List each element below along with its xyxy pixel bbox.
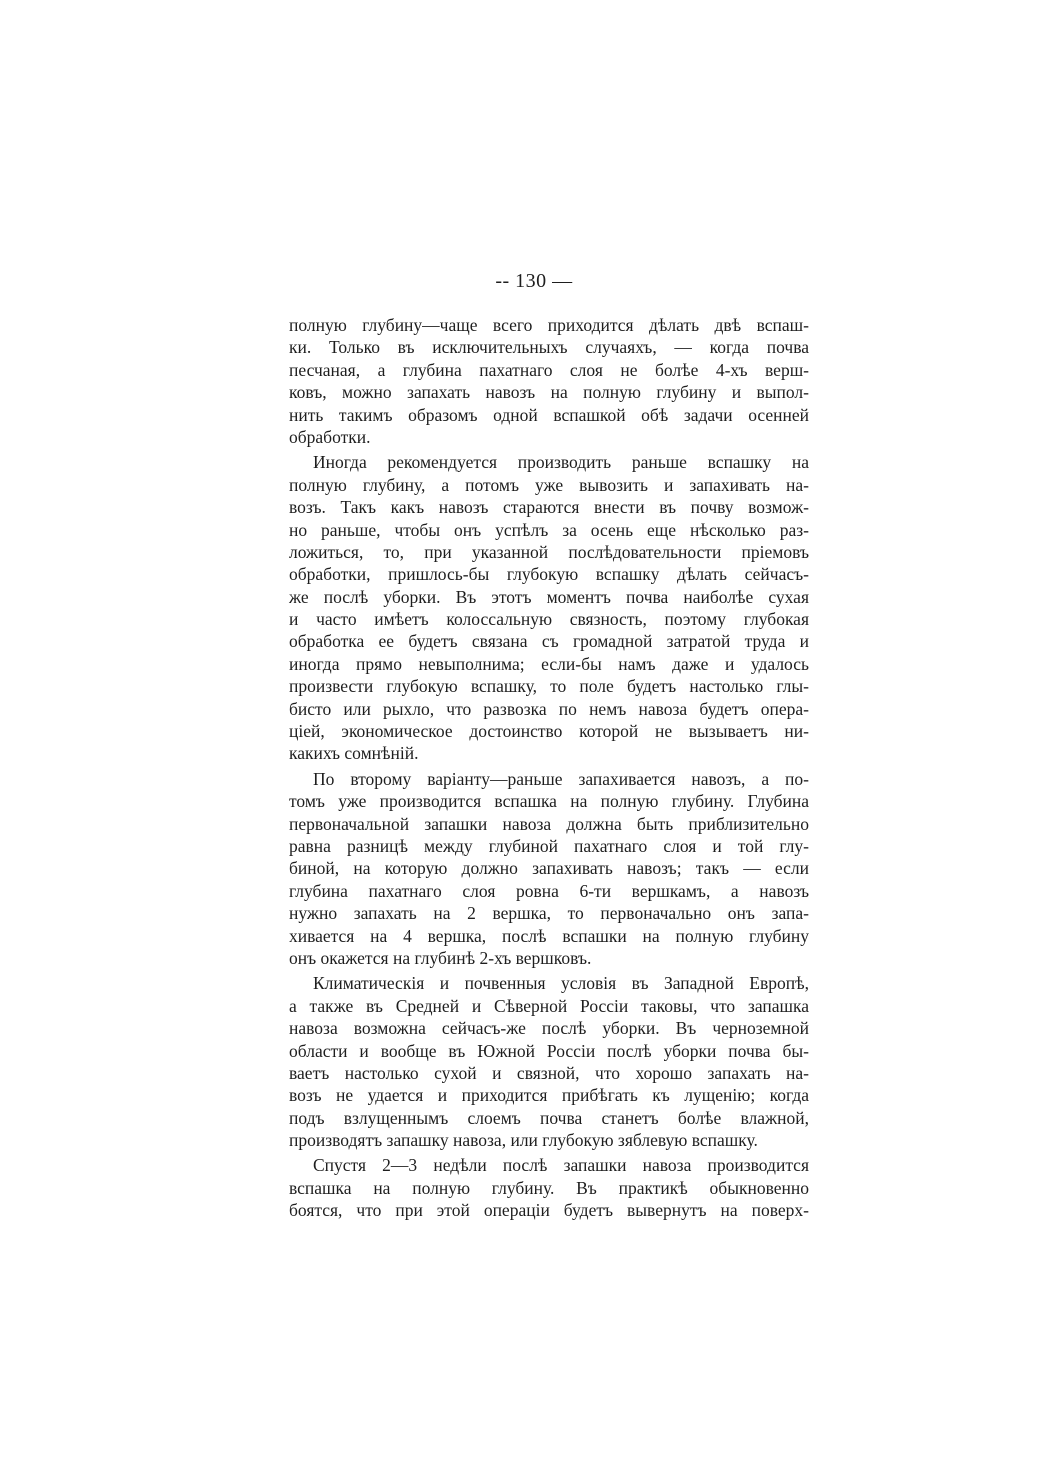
text-line: песчаная, а глубина пахатнаго слоя не болѣе 4-хъ верш- [289,359,809,380]
text-line: ціей, экономическое достоинство которой не вызываетъ ни- [289,721,809,742]
text-line: Спустя 2—3 недѣли послѣ запашки навоза производится [313,1155,809,1176]
text-line: какихъ сомнѣній. [289,743,419,764]
text-line: боятся, что при этой операціи будетъ вывернутъ на поверх- [289,1200,809,1221]
text-line: ковъ, можно запахать навозъ на полную глубину и выпол- [289,382,809,403]
paragraph [289,972,809,1151]
text-line: Иногда рекомендуется производить раньше вспашку на [313,452,809,473]
text-line: По второму варіанту—раньше запахивается навозъ, а по- [313,768,809,789]
text-line: Климатическія и почвенныя условія въ Западной Европѣ, [313,973,809,994]
text-line: области и вообще въ Южной Россіи послѣ уборки почва бы- [289,1040,809,1061]
paragraph [289,1154,809,1221]
text-line: первоначальной запашки навоза должна быть приблизительно [289,813,809,834]
text-line: и часто имѣетъ колоссальную связность, поэтому глубокая [289,609,809,630]
text-line: полную глубину, а потомъ уже вывозить и запахивать на- [289,474,809,495]
text-line: навоза возможна сейчасъ-же послѣ уборки. Въ черноземной [289,1018,809,1039]
text-line: возъ. Такъ какъ навозъ стараются внести въ почву возмож- [289,497,809,518]
text-line: нить такимъ образомъ одной вспашкой обѣ задачи осенней [289,404,809,425]
paragraph [289,451,809,764]
text-line: биной, на которую должно запахивать навозъ; такъ — если [289,858,809,879]
text-line: а также въ Средней и Сѣверной Россіи таковы, что запашка [289,995,809,1016]
paragraph [289,768,809,970]
text-line: обработки, пришлось-бы глубокую вспашку дѣлать сейчасъ- [289,564,809,585]
text-line: обработки. [289,426,371,447]
text-line: произвести глубокую вспашку, то поле будетъ настолько глы- [289,676,809,697]
text-line: полную глубину—чаще всего приходится дѣлать двѣ вспаш- [289,315,809,335]
text-line: томъ уже производится вспашка на полную глубину. Глубина [289,791,809,812]
text-line: производятъ запашку навоза, или глубокую зяблевую вспашку. [289,1130,758,1151]
text-line: хивается на 4 вершка, послѣ вспашки на полную глубину [289,925,809,946]
text-line: равна разницѣ между глубиной пахатнаго слоя и той глу- [289,835,809,856]
text-line: бисто или рыхло, что развозка по немъ навоза будетъ опера- [289,698,809,719]
paragraph [289,314,809,448]
body-text [289,314,809,1222]
text-line: обработка ее будетъ связана съ громадной затратой труда и [289,631,809,652]
text-line: онъ окажется на глубинѣ 2-хъ вершковъ. [289,947,592,968]
text-line: глубина пахатнаго слоя ровна 6-ти вершкамъ, а навозъ [289,880,809,901]
page-number: -- 130 — [495,270,573,292]
text-line: иногда прямо невыполнима; если-бы намъ даже и удалось [289,653,809,674]
text-line: возъ не удается и приходится прибѣгать къ лущенію; когда [289,1085,809,1106]
text-line: ваетъ настолько сухой и связной, что хорошо запахать на- [289,1062,809,1083]
text-line: ки. Только въ исключительныхъ случаяхъ, — когда почва [289,337,809,358]
text-line: но раньше, чтобы онъ успѣлъ за осень еще нѣсколько раз- [289,519,809,540]
text-line: подъ взлущеннымъ слоемъ почва станетъ болѣе влажной, [289,1107,809,1128]
text-line: вспашка на полную глубину. Въ практикѣ обыкновенно [289,1177,809,1198]
text-line: же послѣ уборки. Въ этотъ моментъ почва наиболѣе сухая [289,586,809,607]
text-line: ложиться, то, при указанной послѣдовательности пріемовъ [289,541,809,562]
text-line: нужно запахать на 2 вершка, то первоначально онъ запа- [289,903,809,924]
